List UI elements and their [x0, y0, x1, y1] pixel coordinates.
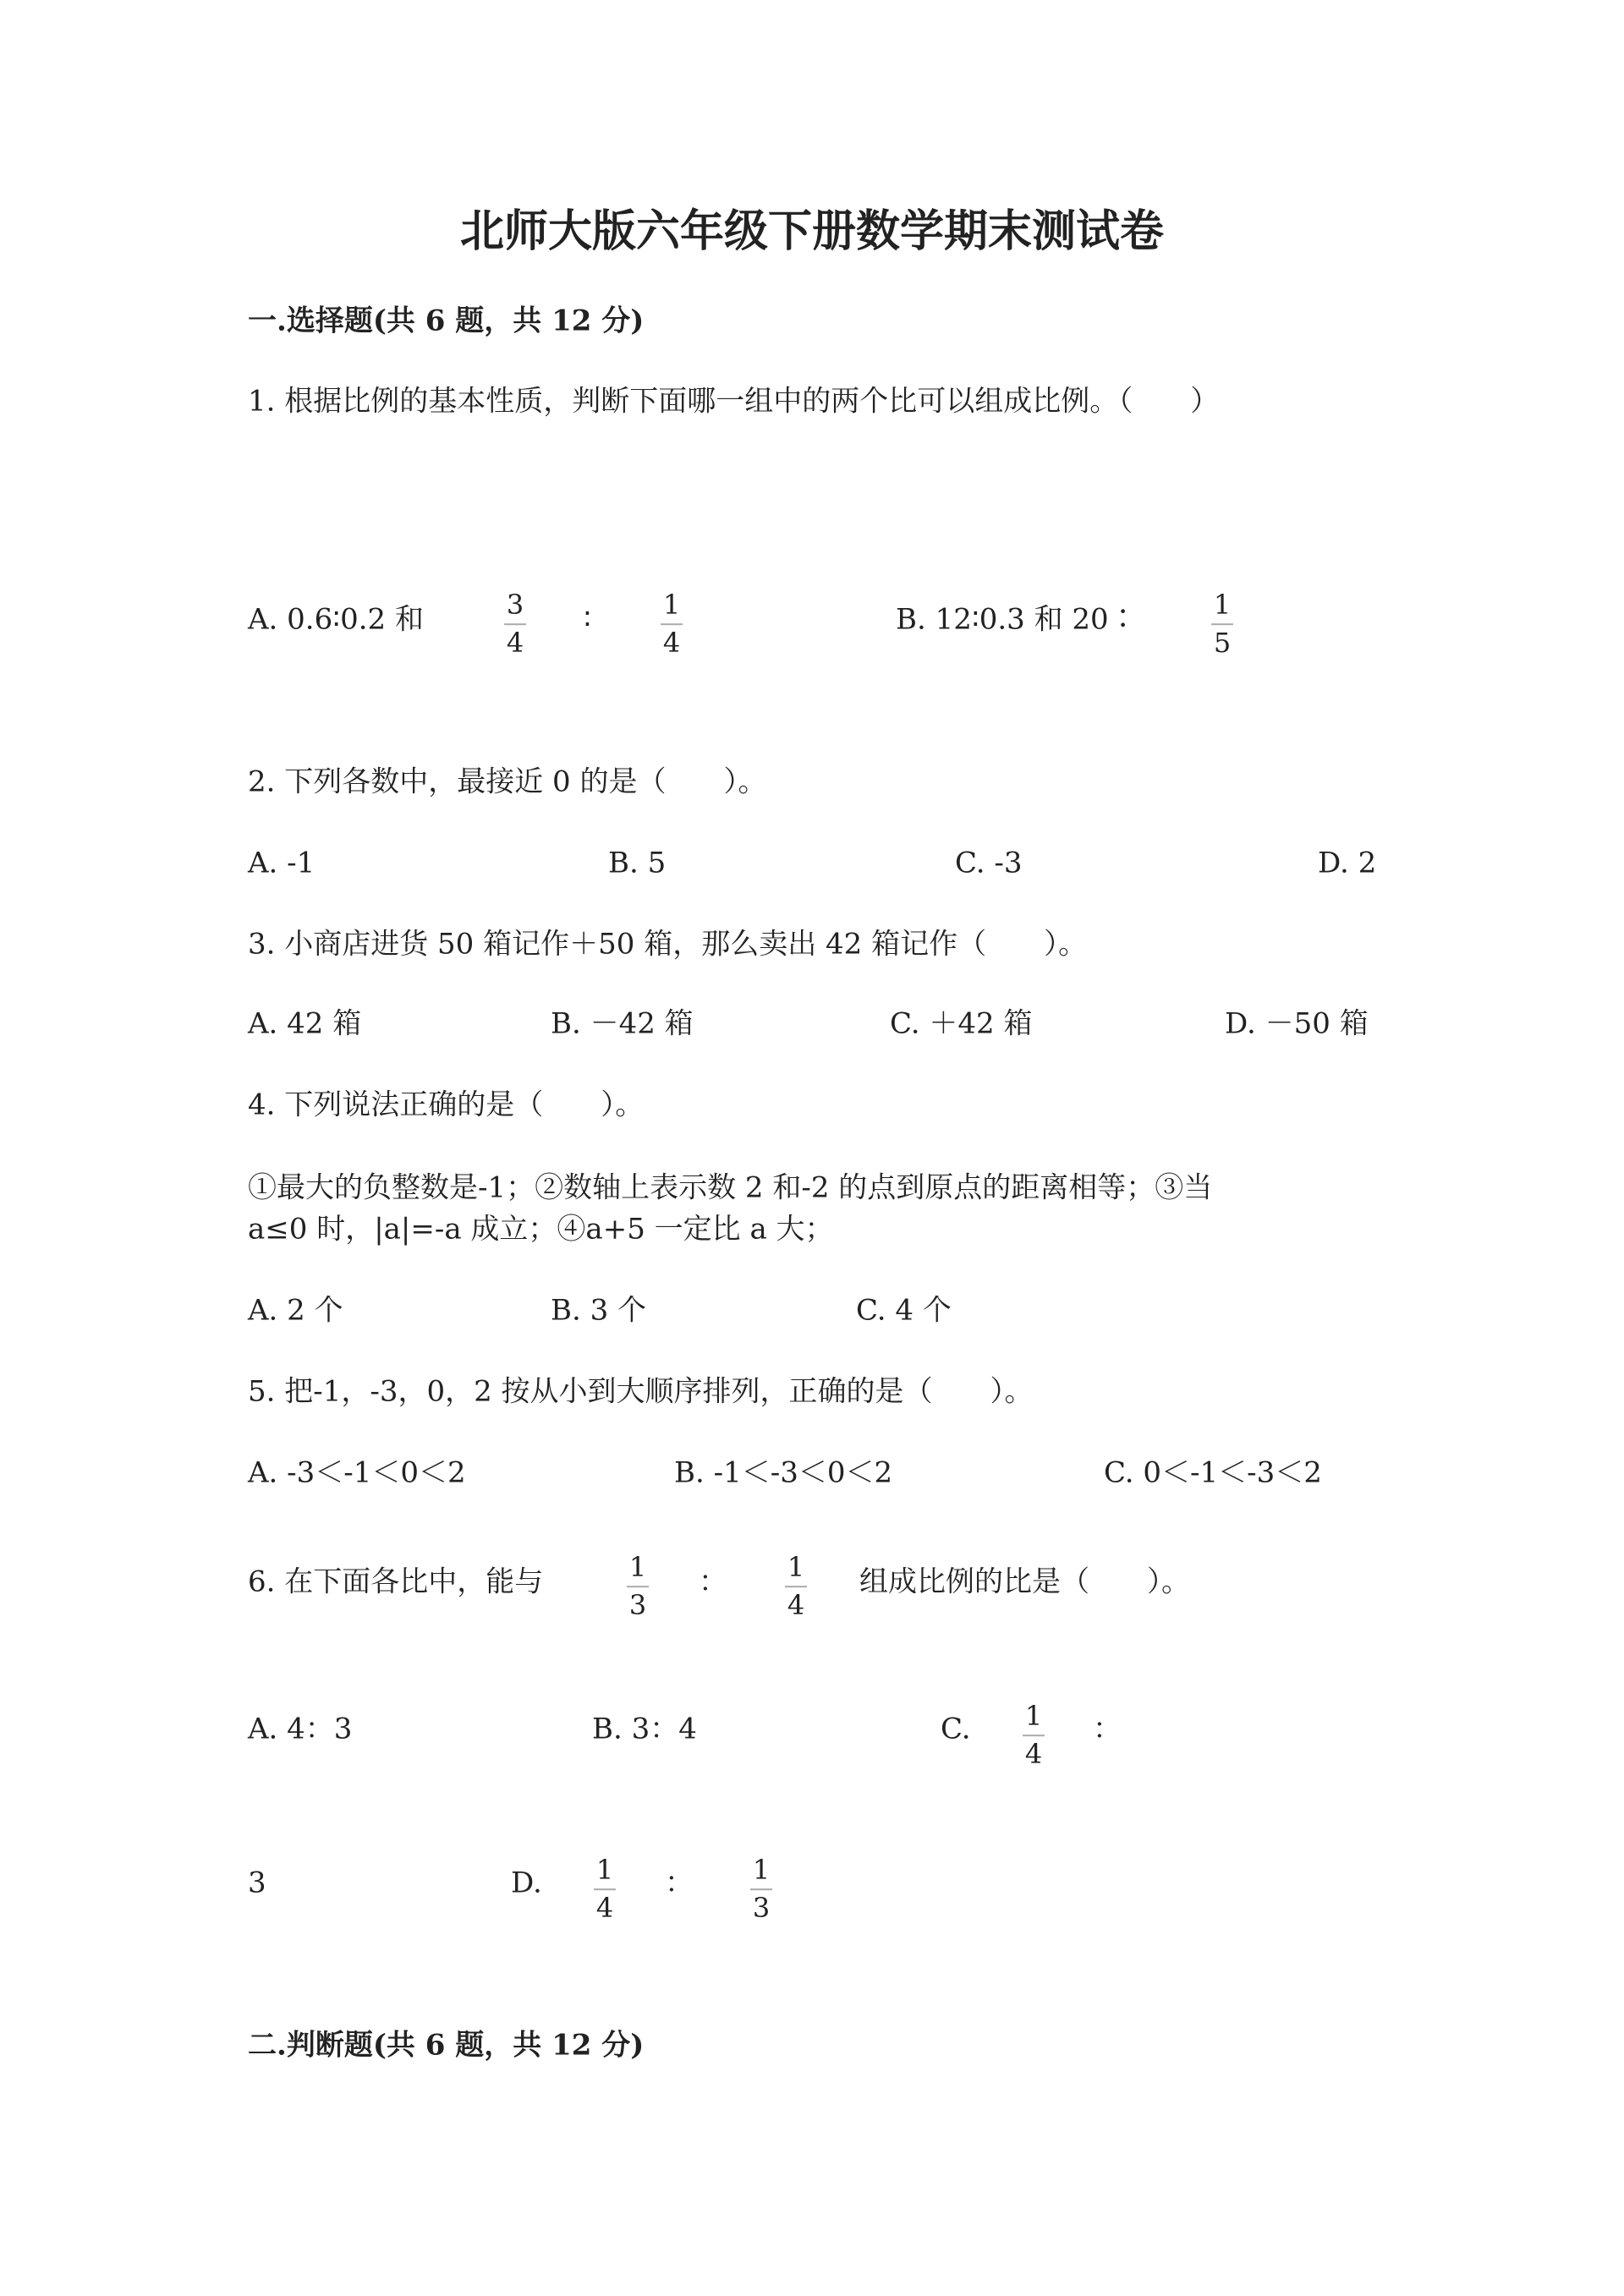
q5-option-a: A. -3＜-1＜0＜2 [248, 1455, 466, 1490]
q4-statements-line-1: ①最大的负整数是-1；②数轴上表示数 2 和-2 的点到原点的距离相等；③当 [248, 1170, 1213, 1205]
q6-option-d-fraction-2 [750, 1855, 772, 1924]
q6-option-c-fraction [1023, 1701, 1045, 1770]
numerator: 1 [662, 589, 681, 622]
q1-option-b-fraction [1211, 589, 1233, 659]
q6-stem-fraction-2 [785, 1552, 807, 1621]
ratio-colon: ： [1093, 1712, 1122, 1746]
q4-option-c: C. 4 个 [856, 1293, 952, 1328]
q6-option-c-tail: 3 [248, 1866, 266, 1900]
q4-option-b: B. 3 个 [551, 1293, 647, 1328]
numerator: 1 [752, 1854, 771, 1887]
question-5-stem: 5. 把-1，-3，0，2 按从小到大顺序排列，正确的是（ ）。 [248, 1374, 1034, 1409]
question-6-stem-suffix: 组成比例的比是（ ）。 [859, 1564, 1190, 1599]
denominator: 4 [662, 627, 681, 659]
fraction-bar [594, 1888, 616, 1890]
question-1-stem: 1. 根据比例的基本性质，判断下面哪一组中的两个比可以组成比例。（ ） [248, 384, 1220, 419]
q1-option-b: B. 12∶0.3 和 20∶ [896, 602, 1138, 637]
page-title: 北师大版六年级下册数学期末测试卷 [459, 205, 1164, 257]
numerator: 1 [1024, 1700, 1043, 1733]
q6-stem-fraction-1 [627, 1552, 649, 1621]
question-4-stem: 4. 下列说法正确的是（ ）。 [248, 1088, 645, 1122]
q2-option-b: B. 5 [608, 846, 667, 880]
q6-option-a: A. 4：3 [248, 1712, 353, 1746]
q1-option-a-fraction-1 [504, 589, 526, 659]
q1-option-a: A. 0.6∶0.2 和 [248, 602, 424, 637]
fraction-bar [1023, 1734, 1045, 1736]
q1-option-a-fraction-2 [661, 589, 683, 659]
q3-option-d: D. －50 箱 [1225, 1006, 1369, 1041]
q5-option-b: B. -1＜-3＜0＜2 [674, 1455, 893, 1490]
denominator: 3 [628, 1589, 647, 1621]
q2-option-a: A. -1 [248, 846, 315, 880]
q6-option-b: B. 3：4 [592, 1712, 697, 1746]
fraction-bar [504, 623, 526, 625]
question-6-stem-prefix: 6. 在下面各比中，能与 [248, 1564, 544, 1599]
numerator: 1 [595, 1854, 614, 1887]
q5-option-c: C. 0＜-1＜-3＜2 [1104, 1455, 1322, 1490]
q6-option-d-fraction-1 [594, 1855, 616, 1924]
q3-option-a: A. 42 箱 [248, 1006, 362, 1041]
numerator: 3 [506, 589, 524, 622]
numerator: 1 [787, 1551, 805, 1584]
denominator: 5 [1213, 627, 1232, 659]
q2-option-c: C. -3 [955, 846, 1023, 880]
ratio-colon: ： [665, 1866, 694, 1900]
q3-option-b: B. －42 箱 [551, 1006, 694, 1041]
q4-option-a: A. 2 个 [248, 1293, 343, 1328]
fraction-bar [750, 1888, 772, 1890]
q3-option-c: C. ＋42 箱 [890, 1006, 1033, 1041]
ratio-colon: ∶ [584, 602, 591, 637]
q6-option-c: C. [941, 1712, 971, 1746]
denominator: 3 [752, 1892, 771, 1924]
numerator: 1 [1213, 589, 1232, 622]
q6-option-d: D. [511, 1866, 542, 1900]
fraction-bar [785, 1586, 807, 1587]
ratio-colon: ： [699, 1564, 727, 1599]
question-3-stem: 3. 小商店进货 50 箱记作＋50 箱，那么卖出 42 箱记作（ ）。 [248, 927, 1088, 962]
fraction-bar [627, 1586, 649, 1587]
denominator: 4 [787, 1589, 805, 1621]
section-heading-judgment: 二.判断题(共 6 题，共 12 分) [248, 2028, 645, 2063]
q4-statements-line-2: a≤0 时，|a|=-a 成立；④a+5 一定比 a 大； [248, 1212, 834, 1247]
denominator: 4 [1024, 1738, 1043, 1770]
numerator: 1 [628, 1551, 647, 1584]
q2-option-d: D. 2 [1318, 846, 1377, 880]
fraction-bar [1211, 623, 1233, 625]
question-2-stem: 2. 下列各数中，最接近 0 的是（ ）。 [248, 764, 767, 799]
denominator: 4 [595, 1892, 614, 1924]
section-heading-choice: 一.选择题(共 6 题，共 12 分) [248, 304, 645, 338]
denominator: 4 [506, 627, 524, 659]
fraction-bar [661, 623, 683, 625]
